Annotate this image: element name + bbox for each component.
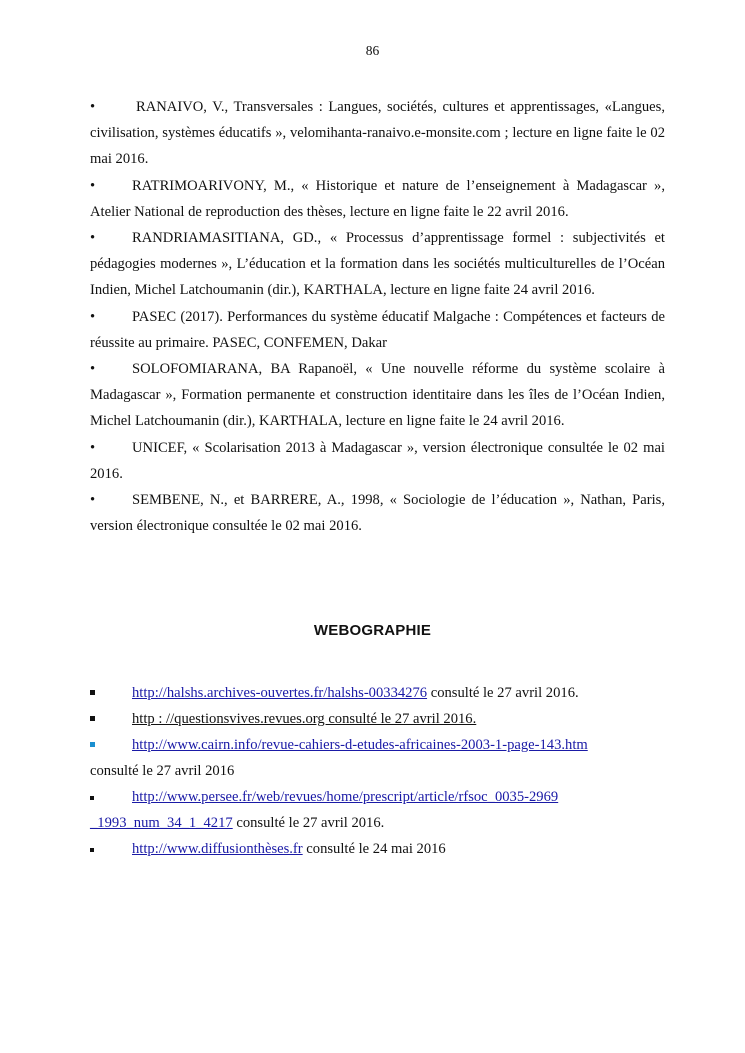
entry-text: SOLOFOMIARANA, BA Rapanoël, « Une nouvelle réforme du système scolaire à Madagascar », Formation permanente et construction identitaire dans les îles de l’Océan Indien, Michel Latchoumanin (dir.), KARTHALA, lecture en ligne faite le 24 avril 2016. [90, 361, 665, 430]
web-note: consulté le 27 avril 2016 [90, 763, 235, 779]
square-bullet-icon [90, 848, 94, 852]
web-item [90, 836, 665, 862]
square-bullet-icon [90, 742, 95, 747]
entry-text: PASEC (2017). Performances du système éducatif Malgache : Compétences et facteurs de réussite au primaire. PASEC, CONFEMEN, Dakar [90, 308, 665, 351]
entry-text: SEMBENE, N., et BARRERE, A., 1998, « Sociologie de l’éducation », Nathan, Paris, version électronique consultée le 02 mai 2016. [90, 492, 665, 535]
bullet-icon: • [90, 230, 96, 247]
web-link[interactable]: http://www.cairn.info/revue-cahiers-d-etudes-africaines-2003-1-page-143.htm [132, 737, 588, 753]
bibliography-list [90, 94, 665, 539]
bullet-icon: • [90, 99, 96, 115]
web-note: consulté le 24 mai 2016 [302, 841, 446, 857]
webography-heading: WEBOGRAPHIE [313, 622, 432, 639]
bibliography-entry [90, 356, 665, 435]
bullet-icon: • [90, 439, 96, 456]
web-link[interactable]: http://www.diffusionthèses.fr [132, 841, 303, 857]
bullet-icon: • [90, 361, 96, 378]
entry-text: RANAIVO, V., Transversales : Langues, sociétés, cultures et apprentissages, «Langues, civilisation, systèmes éducatifs », velomihanta-ranaivo.e-monsite.com ; lecture en ligne faite le 02 mai 2016. [90, 99, 665, 168]
bibliography-entry [90, 173, 665, 225]
entry-text: UNICEF, « Scolarisation 2013 à Madagascar », version électronique consultée le 02 mai 2016. [90, 439, 665, 482]
square-bullet-icon [90, 716, 95, 721]
bibliography-entry [90, 94, 665, 173]
web-text: http : //questionsvives.revues.org consulté le 27 avril 2016. [132, 711, 477, 727]
webography-list [90, 680, 665, 862]
square-bullet-icon [90, 690, 95, 695]
bibliography-entry [90, 487, 665, 539]
bibliography-entry [90, 304, 665, 356]
web-note: consulté le 27 avril 2016. [232, 815, 385, 831]
web-item [90, 706, 665, 732]
bullet-icon: • [90, 308, 96, 325]
web-item [90, 732, 665, 758]
bullet-icon: • [90, 177, 96, 194]
square-bullet-icon [90, 796, 94, 800]
entry-text: RANDRIAMASITIANA, GD., « Processus d’apprentissage formel : subjectivités et pédagogies modernes », L’éducation et la formation dans les sociétés multiculturelles de l’Océan Indien, Michel Latchoumanin (dir.), KARTHALA, lecture en ligne faite 24 avril 2016. [90, 230, 665, 299]
bullet-icon: • [90, 492, 96, 509]
page-number: 86 [365, 43, 380, 58]
web-link[interactable]: http://halshs.archives-ouvertes.fr/halshs-00334276 [132, 685, 428, 701]
web-item [90, 680, 665, 706]
web-note: consulté le 27 avril 2016. [427, 685, 579, 701]
bibliography-entry [90, 225, 665, 304]
entry-text: RATRIMOARIVONY, M., « Historique et nature de l’enseignement à Madagascar », Atelier National de reproduction des thèses, lecture en ligne faite le 22 avril 2016. [90, 177, 665, 220]
bibliography-entry [90, 435, 665, 487]
web-link[interactable]: http://www.persee.fr/web/revues/home/prescript/article/rfsoc_0035-2969_1993_num_34_1_4217 [90, 789, 559, 831]
web-item-continuation [90, 758, 665, 784]
web-item [90, 784, 560, 836]
